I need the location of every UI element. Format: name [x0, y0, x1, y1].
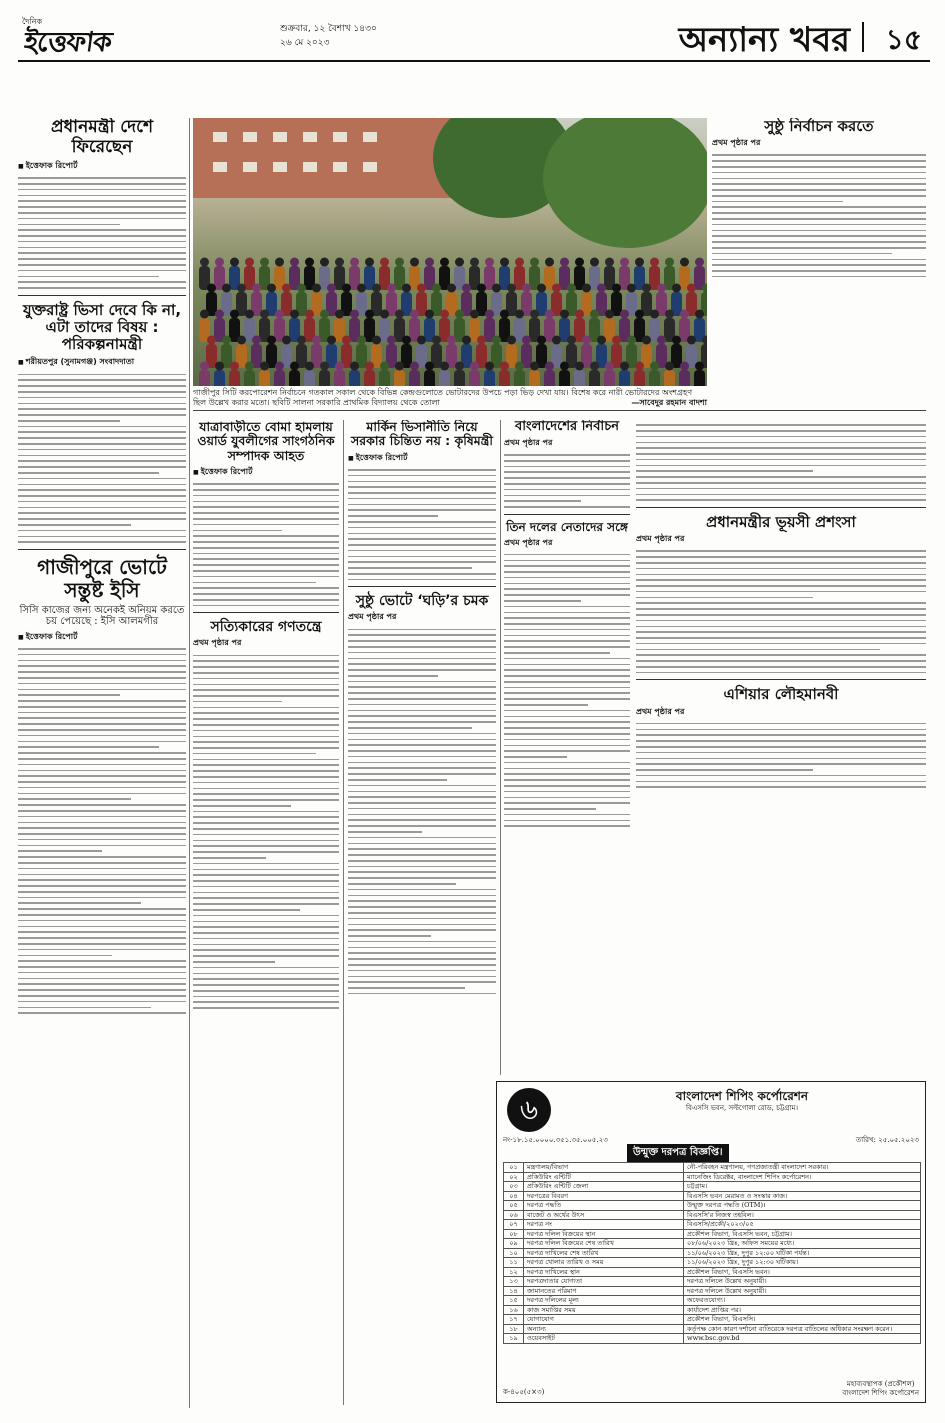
tender-cell-value: বিএসসি'র নিজস্ব তহবিল। [684, 1210, 921, 1220]
tender-row [504, 1239, 921, 1249]
body-text [712, 154, 926, 277]
tender-cell-n: ১৬ [504, 1305, 524, 1315]
body-text [18, 177, 186, 288]
tender-cell-n: ০৭ [504, 1220, 524, 1230]
continued-label: প্রথম পৃষ্ঠার পর [348, 612, 397, 622]
tender-row [504, 1172, 921, 1182]
tender-cell-value: ম্যানেজিং ডিরেক্টর, বাংলাদেশ শিপিং কর্পোরেশন। [684, 1172, 921, 1182]
tender-row [504, 1201, 921, 1211]
headline: যাত্রাবাড়ীতে বোমা হামলায় ওয়ার্ড যুবলীগের সাংগঠনিক সম্পাদক আহত [197, 420, 335, 463]
tender-cell-label: প্রকিউরিং এন্টিটি জেলা [524, 1182, 684, 1192]
caption-text: গাজীপুর সিটি করপোরেশন নির্বাচনে গতকাল সকাল থেকে বিভিন্ন কেন্দ্রগুলোতে ভোটারদের উপচে পড়া ভিড় দেখা যায়। বিশেষ করে নারী ভোটারদের অংশগ্রহণ ছিল উল্লেখ করার মতো। ছবিটি সালনা সরকারি প্রাথমিক বিদ্যালয় থেকে তোলা [193, 388, 693, 407]
tender-row [504, 1163, 921, 1173]
column-left [18, 118, 186, 1408]
body-text [18, 648, 186, 1014]
article-gazipur [18, 556, 186, 1014]
tender-row [504, 1229, 921, 1239]
bsc-logo: ৬ [507, 1088, 551, 1132]
tender-row [504, 1296, 921, 1306]
tender-cell-label: দরপত্র পদ্ধতি [524, 1201, 684, 1211]
article-ghori [348, 593, 496, 994]
page-number: ১৫ [885, 23, 922, 56]
tender-row [504, 1324, 921, 1334]
tender-cell-value: প্রকৌশল বিভাগ, বিএসসি ভবন, চট্টগ্রাম। [684, 1229, 921, 1239]
tender-cell-n: ০৮ [504, 1229, 524, 1239]
body-text [504, 454, 630, 508]
school-building [193, 118, 453, 198]
tender-cell-label: দরপত্র দলিল বিক্রয়ের স্থান [524, 1229, 684, 1239]
body-text [504, 554, 630, 827]
continued-label: প্রথম পৃষ্ঠার পর [504, 437, 553, 447]
headline: যুক্তরাষ্ট্র ভিসা দেবে কি না, এটা তাদের বিষয় : পরিকল্পনামন্ত্রী [22, 300, 182, 354]
body-text [348, 469, 496, 580]
newspaper-logo [18, 16, 168, 56]
tender-cell-value: নৌ-পরিবহন মন্ত্রণালয়, গণপ্রজাতন্ত্রী বাংলাদেশ সরকার। [684, 1163, 921, 1173]
byline: ■ ইত্তেফাক রিপোর্ট [18, 631, 186, 644]
continued-label: প্রথম পৃষ্ঠার পর [193, 638, 242, 648]
signatory-org: বাংলাদেশ শিপিং কর্পোরেশন [842, 1389, 919, 1397]
ad-date: তারিখ: ২৫.০৫.২০২৩ [855, 1136, 919, 1144]
tender-row [504, 1191, 921, 1201]
photo-caption [193, 388, 707, 408]
continued-label: প্রথম পৃষ্ঠার পর [504, 537, 553, 547]
headline: বাংলাদেশের নির্বাচন [515, 420, 619, 434]
column-4 [504, 420, 630, 1075]
article-pm-return [18, 118, 186, 289]
column-2 [193, 420, 339, 1405]
tender-cell-value: ১১/০৬/২০২৩ খ্রিঃ, দুপুর ১২:৩০ ঘটিকায়। [684, 1258, 921, 1268]
tender-row [504, 1277, 921, 1287]
tender-cell-n: ১৩ [504, 1277, 524, 1287]
tender-cell-label: যোগাযোগ [524, 1315, 684, 1325]
tender-cell-n: ১৭ [504, 1315, 524, 1325]
tender-cell-n: ১১ [504, 1258, 524, 1268]
tender-row [504, 1305, 921, 1315]
ad-organization: বাংলাদেশ শিপিং কর্পোরেশন [675, 1089, 809, 1103]
logo-small-text: দৈনিক [22, 17, 43, 26]
tender-cell-label: দরপত্র দলিলের মূল্য [524, 1296, 684, 1306]
ad-reference: নং-১৮.১৫.০০০০.৩৫১.৩৫.০০৫.২৩ [503, 1136, 608, 1144]
tender-cell-label: বাজেট ও অর্থের উৎস [524, 1210, 684, 1220]
headline: তিন দলের নেতাদের সঙ্গে [506, 519, 628, 534]
body-text [636, 424, 926, 501]
tender-cell-value: www.bsc.gov.bd [684, 1334, 921, 1344]
headline: সুষ্ঠু ভোটে ‘ঘড়ি’র চমক [355, 593, 489, 610]
tender-cell-value: প্রকৌশল বিভাগ, বিএসসি। [684, 1315, 921, 1325]
tender-cell-label: দরপত্রদাতার যোগ্যতা [524, 1277, 684, 1287]
tender-cell-n: ০৩ [504, 1182, 524, 1192]
body-text [636, 723, 926, 788]
body-text [18, 374, 186, 543]
tender-cell-n: ১০ [504, 1248, 524, 1258]
tender-row [504, 1286, 921, 1296]
byline: ■ ইত্তেফাক রিপোর্ট [18, 160, 186, 173]
body-text [193, 655, 339, 1009]
masthead [18, 14, 930, 62]
tender-cell-n: ১৪ [504, 1286, 524, 1296]
headline: মার্কিন ভিসানীতি নিয়ে সরকার চিন্তিত নয় : কৃষিমন্ত্রী [351, 420, 493, 449]
section-divider [862, 22, 864, 52]
column-right [636, 420, 926, 1075]
tender-cell-value: ০৮/০৬/২০২৩ খ্রিঃ, অফিস সময়ের মধ্যে। [684, 1239, 921, 1249]
tender-cell-n: ০৬ [504, 1210, 524, 1220]
tender-row [504, 1258, 921, 1268]
tender-advertisement [496, 1081, 926, 1403]
tender-cell-n: ১৫ [504, 1296, 524, 1306]
byline: ■ শরীয়তপুর (সুনামগঞ্জ) সংবাদদাতা [18, 356, 186, 369]
tender-cell-label: দরপত্রের বিবরণ [524, 1191, 684, 1201]
continued-label: প্রথম পৃষ্ঠার পর [712, 138, 761, 148]
body-text [348, 629, 496, 995]
column-right-top [712, 118, 926, 408]
tender-cell-label: দরপত্র খোলার তারিখ ও সময় [524, 1258, 684, 1268]
tender-cell-value: অফেরতযোগ্য। [684, 1296, 921, 1306]
tender-cell-value: বিএসসি/প্রকৌ/২০২৩/০৫ [684, 1220, 921, 1230]
tender-row [504, 1210, 921, 1220]
byline: ■ ইত্তেফাক রিপোর্ট [193, 466, 339, 479]
tender-cell-value: কর্তৃপক্ষ কোন কারণ দর্শানো ব্যতিরেকে দরপত্র বাতিলের অধিকার সংরক্ষণ করেন। [684, 1324, 921, 1334]
tender-row [504, 1248, 921, 1258]
tender-cell-n: ১৮ [504, 1324, 524, 1334]
signatory-title: মহাব্যবস্থাপক (প্রকৌশল) [846, 1380, 915, 1388]
photo-credit: —সাবেদুর রহমান বাদশা [631, 398, 707, 407]
date-bengali: শুক্রবার, ১২ বৈশাখ ১৪৩০ [280, 24, 377, 34]
subheadline: সিসি কাজের জন্য অনেকই অনিয়ম করতে চয় পেয়েছে : ইসি আলমগীর [19, 604, 185, 628]
tender-cell-n: ০১ [504, 1163, 524, 1173]
article-us-visa [348, 420, 496, 580]
tender-table [503, 1162, 921, 1344]
dateline [280, 22, 377, 50]
tender-cell-n: ১২ [504, 1267, 524, 1277]
headline: সুষ্ঠু নির্বাচন করতে [764, 118, 874, 135]
tender-cell-value: কার্যাদেশ প্রাপ্তির পর। [684, 1305, 921, 1315]
tender-row [504, 1182, 921, 1192]
voter-queue [193, 238, 707, 386]
tender-cell-label: দরপত্র দাখিলের শেষ তারিখ [524, 1248, 684, 1258]
tender-cell-label: কাজ সমাপ্তির সময় [524, 1305, 684, 1315]
tender-cell-n: ০৪ [504, 1191, 524, 1201]
tender-cell-label: দরপত্র নং [524, 1220, 684, 1230]
tender-cell-value: চট্টগ্রাম। [684, 1182, 921, 1192]
tender-row [504, 1267, 921, 1277]
headline: প্রধানমন্ত্রী দেশে ফিরেছেন [50, 118, 154, 157]
column-3 [348, 420, 496, 1405]
headline: সত্যিকারের গণতন্ত্রে [210, 619, 322, 636]
continued-label: প্রথম পৃষ্ঠার পর [636, 534, 685, 544]
ad-signature [842, 1380, 919, 1398]
tender-cell-label: প্রকিউরিং এন্টিটি [524, 1172, 684, 1182]
article-visa [18, 302, 186, 543]
body-text [193, 483, 339, 606]
tender-row [504, 1334, 921, 1344]
tender-row [504, 1315, 921, 1325]
tender-cell-value: দরপত্র দলিলে উল্লেখ অনুযায়ী। [684, 1277, 921, 1287]
tender-cell-label: দরপত্র দাখিলের স্থান [524, 1267, 684, 1277]
article-pm-praise [636, 514, 926, 673]
ad-address: বিএসসি ভবন, সল্টগোলা রোড, চট্টগ্রাম। [686, 1104, 798, 1112]
tender-cell-n: ১৯ [504, 1334, 524, 1344]
article-democracy [193, 619, 339, 1009]
article-bd-election [504, 420, 630, 508]
headline: প্রধানমন্ত্রীর ভূয়সী প্রশংসা [706, 512, 856, 531]
tender-cell-label: জামানতের পরিমাণ [524, 1286, 684, 1296]
tender-row [504, 1220, 921, 1230]
continued-label: প্রথম পৃষ্ঠার পর [636, 706, 685, 716]
tender-cell-n: ০৫ [504, 1201, 524, 1211]
tender-cell-label: ওয়েবসাইট [524, 1334, 684, 1344]
article-three-parties [504, 521, 630, 827]
tender-cell-label: দরপত্র দলিল বিক্রয়ের শেষ তারিখ [524, 1239, 684, 1249]
section-title: অন্যান্য খবর [678, 20, 850, 60]
tender-cell-value: দরপত্র দলিলে উল্লেখ অনুযায়ী। [684, 1286, 921, 1296]
tender-cell-value: উন্মুক্ত দরপত্র পদ্ধতি (OTM)। [684, 1201, 921, 1211]
ad-code: ক-৪০৫(৫×৩) [503, 1388, 545, 1396]
headline: এশিয়ার লৌহমানবী [723, 685, 839, 704]
tender-cell-label: অন্যান্য [524, 1324, 684, 1334]
tender-cell-value: ১১/০৬/২০২৩ খ্রিঃ, দুপুর ১২:০০ ঘটিকা পর্যন্ত। [684, 1248, 921, 1258]
article-iron-lady [636, 686, 926, 788]
body-text [636, 550, 926, 673]
article-jatrabari [193, 420, 339, 606]
byline: ■ ইত্তেফাক রিপোর্ট [348, 452, 496, 465]
tender-cell-value: বিএসসি ভবন মেরামত ও সংস্কার কাজ। [684, 1191, 921, 1201]
tender-cell-n: ০৯ [504, 1239, 524, 1249]
tender-cell-label: মন্ত্রণালয়/বিভাগ [524, 1163, 684, 1173]
news-photo [193, 118, 707, 386]
headline: গাজীপুরে ভোটে সন্তুষ্ট ইসি [37, 554, 167, 602]
logo-text: ইত্তেফাক [22, 27, 114, 58]
tender-cell-value: প্রকৌশল বিভাগ, বিএসসি ভবন। [684, 1267, 921, 1277]
ad-notice-title: উন্মুক্ত দরপত্র বিজ্ঞপ্তি। [627, 1144, 729, 1163]
tender-cell-n: ০২ [504, 1172, 524, 1182]
date-english: ২৬ মে ২০২৩ [280, 38, 330, 48]
